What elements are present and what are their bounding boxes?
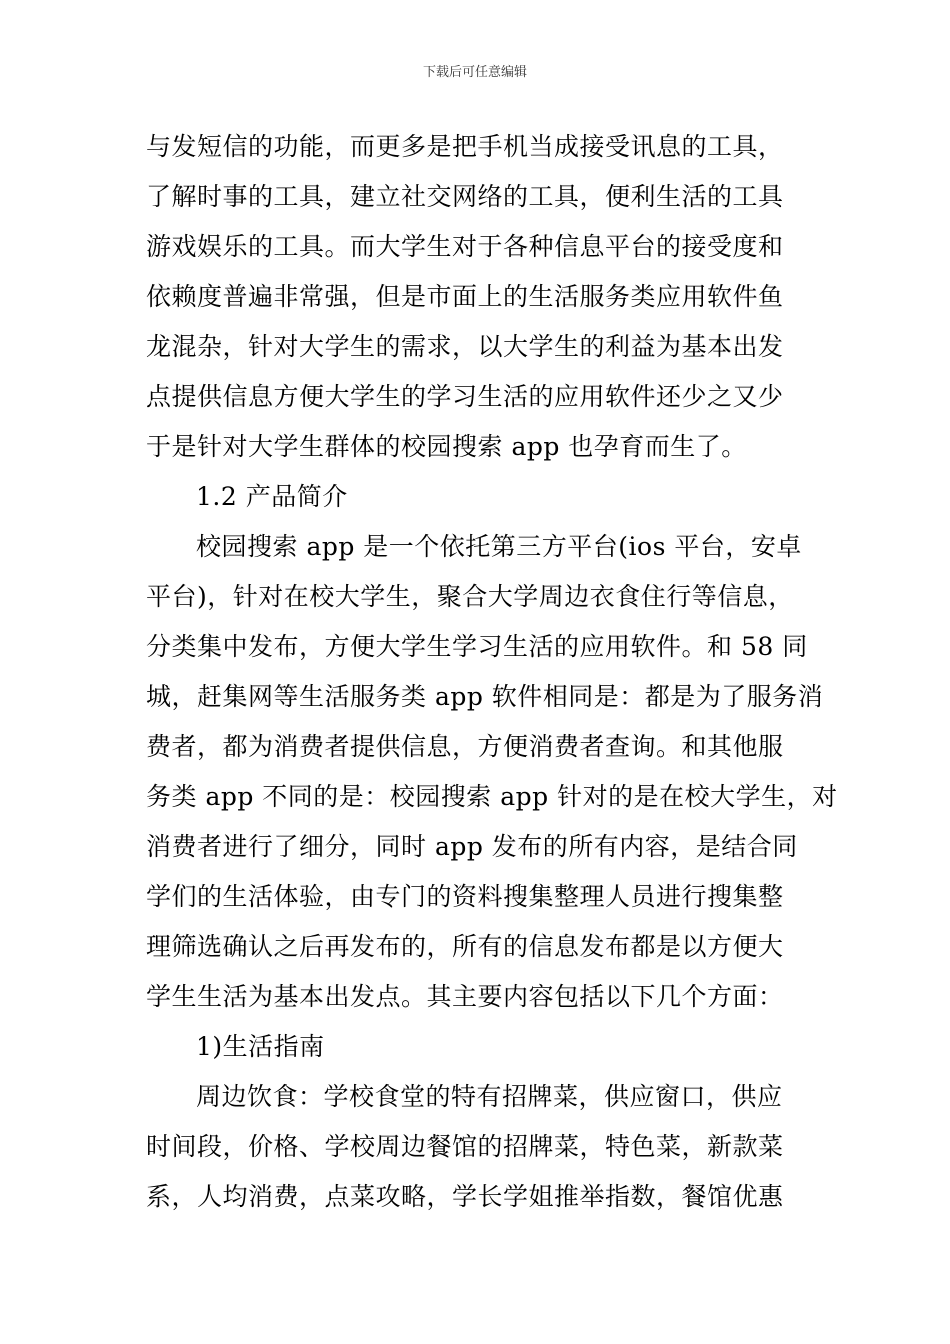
text-line: 城，赶集网等生活服务类 app 软件相同是：都是为了服务消 — [146, 682, 824, 711]
text-line: 校园搜索 app 是一个依托第三方平台(ios 平台，安卓 — [196, 532, 802, 561]
text-line: 与发短信的功能，而更多是把手机当成接受讯息的工具， — [146, 132, 784, 161]
text-line: 游戏娱乐的工具。而大学生对于各种信息平台的接受度和 — [146, 232, 784, 261]
text-line: 系，人均消费，点菜攻略，学长学姐推举指数，餐馆优惠 — [146, 1182, 784, 1211]
document-body — [146, 122, 838, 1222]
section-heading: 1.2 产品简介 — [196, 482, 348, 511]
text-line: 学生生活为基本出发点。其主要内容包括以下几个方面： — [146, 982, 784, 1011]
text-line: 学们的生活体验，由专门的资料搜集整理人员进行搜集整 — [146, 882, 784, 911]
text-line: 龙混杂，针对大学生的需求，以大学生的利益为基本出发 — [146, 332, 784, 361]
text-line: 周边饮食：学校食堂的特有招牌菜，供应窗口，供应 — [196, 1082, 783, 1111]
text-line: 了解时事的工具，建立社交网络的工具，便利生活的工具 — [146, 182, 784, 211]
text-line: 费者，都为消费者提供信息，方便消费者查询。和其他服 — [146, 732, 784, 761]
text-line: 理筛选确认之后再发布的，所有的信息发布都是以方便大 — [146, 932, 784, 961]
text-line: 分类集中发布，方便大学生学习生活的应用软件。和 58 同 — [146, 632, 808, 661]
text-line: 于是针对大学生群体的校园搜索 app 也孕育而生了。 — [146, 432, 747, 461]
text-line: 点提供信息方便大学生的学习生活的应用软件还少之又少 — [146, 382, 784, 411]
text-line: 务类 app 不同的是：校园搜索 app 针对的是在校大学生，对 — [146, 782, 838, 811]
subsection-heading: 1)生活指南 — [196, 1032, 325, 1061]
text-line: 平台)，针对在校大学生，聚合大学周边衣食住行等信息， — [146, 582, 794, 611]
text-line: 时间段，价格、学校周边餐馆的招牌菜，特色菜，新款菜 — [146, 1132, 784, 1161]
text-line: 依赖度普遍非常强，但是市面上的生活服务类应用软件鱼 — [146, 282, 784, 311]
page-header: 下载后可任意编辑 — [422, 65, 527, 80]
text-line: 消费者进行了细分，同时 app 发布的所有内容，是结合同 — [146, 832, 798, 861]
